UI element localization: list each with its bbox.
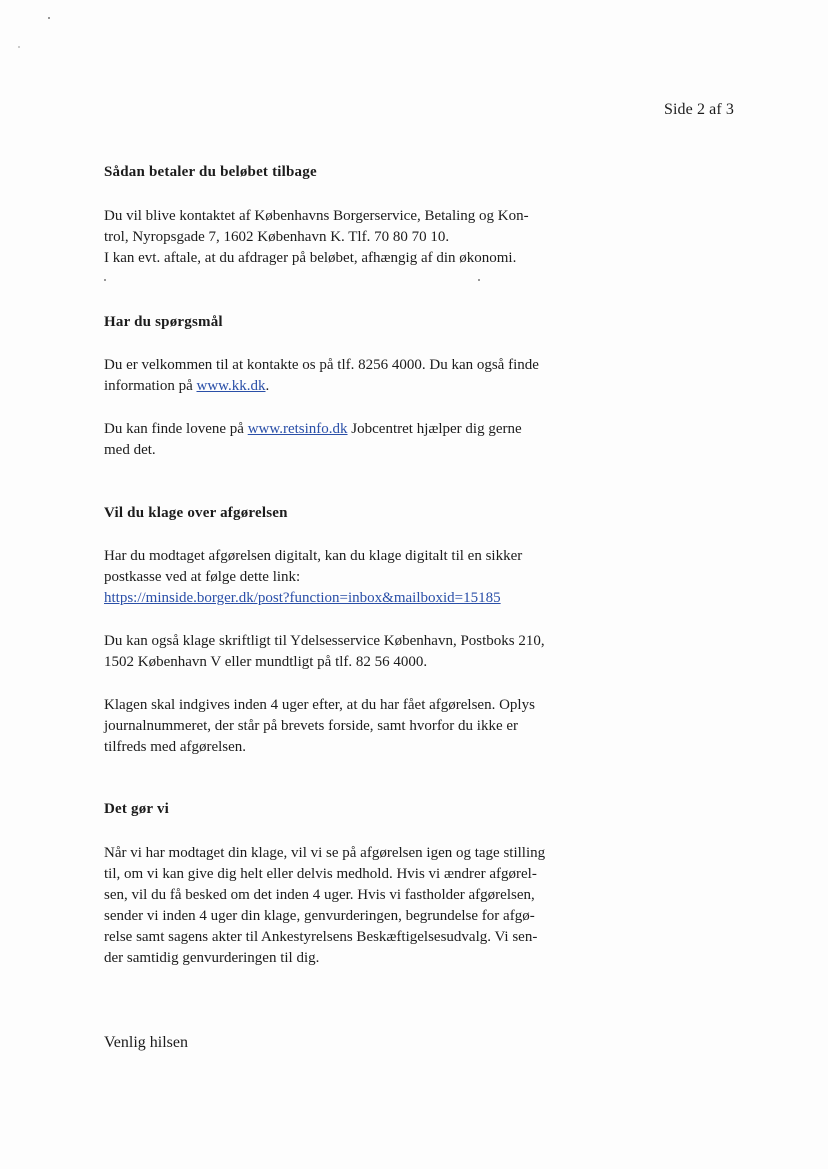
section-body-repay bbox=[104, 206, 584, 269]
text-fragment: . bbox=[265, 378, 270, 394]
text-line: Har du modtaget afgørelsen digitalt, kan du klage digitalt til en sikker bbox=[104, 548, 523, 564]
text-line bbox=[104, 376, 584, 397]
text-line: trol, Nyropsgade 7, 1602 København K. Tlf. 70 80 70 10. bbox=[104, 229, 450, 245]
text-line: tilfreds med afgørelsen. bbox=[104, 739, 247, 755]
section-heading-questions: Har du spørgsmål bbox=[104, 314, 223, 330]
text-fragment: information på bbox=[104, 378, 197, 394]
text-line: relse samt sagens akter til Ankestyrelsens Beskæftigelsesudvalg. Vi sen- bbox=[104, 929, 538, 945]
section-body-questions-p1 bbox=[104, 355, 584, 397]
text-line: Du vil blive kontaktet af Københavns Borgerservice, Betaling og Kon- bbox=[104, 208, 529, 224]
section-heading-repay: Sådan betaler du beløbet tilbage bbox=[104, 164, 317, 180]
page-number: Side 2 af 3 bbox=[664, 101, 734, 118]
text-line bbox=[104, 588, 584, 609]
text-line: Du er velkommen til at kontakte os på tlf. 8256 4000. Du kan også finde bbox=[104, 357, 539, 373]
scan-speck bbox=[18, 46, 20, 48]
text-fragment: Du kan finde lovene på bbox=[104, 421, 248, 437]
section-body-complaint-p2 bbox=[104, 631, 584, 673]
text-line: postkasse ved at følge dette link: bbox=[104, 569, 301, 585]
section-heading-complaint: Vil du klage over afgørelsen bbox=[104, 505, 288, 521]
scan-speck bbox=[48, 17, 50, 19]
text-line: 1502 København V eller mundtligt på tlf. 82 56 4000. bbox=[104, 654, 428, 670]
scan-speck bbox=[104, 279, 106, 281]
text-line: til, om vi kan give dig helt eller delvis medhold. Hvis vi ændrer afgørel- bbox=[104, 866, 537, 882]
retsinfo-link[interactable]: www.retsinfo.dk bbox=[247, 421, 348, 437]
text-line: sender vi inden 4 uger din klage, genvurderingen, begrundelse for afgø- bbox=[104, 908, 535, 924]
text-line: der samtidig genvurderingen til dig. bbox=[104, 950, 320, 966]
closing-greeting: Venlig hilsen bbox=[104, 1034, 188, 1051]
text-line: med det. bbox=[104, 442, 156, 458]
section-body-complaint-p1 bbox=[104, 546, 584, 609]
text-line: Når vi har modtaget din klage, vil vi se på afgørelsen igen og tage stilling bbox=[104, 845, 546, 861]
section-body-we-do bbox=[104, 843, 584, 969]
kk-website-link[interactable]: www.kk.dk bbox=[196, 378, 266, 394]
text-line bbox=[104, 419, 584, 440]
section-body-questions-p2 bbox=[104, 419, 584, 461]
text-line: journalnummeret, der står på brevets forside, samt hvorfor du ikke er bbox=[104, 718, 519, 734]
text-line: sen, vil du få besked om det inden 4 uger. Hvis vi fastholder afgørelsen, bbox=[104, 887, 535, 903]
text-line: I kan evt. aftale, at du afdrager på beløbet, afhængig af din økonomi. bbox=[104, 250, 517, 266]
section-body-complaint-p3 bbox=[104, 695, 584, 758]
text-line: Klagen skal indgives inden 4 uger efter, at du har fået afgørelsen. Oplys bbox=[104, 697, 535, 713]
borger-mailbox-link[interactable]: https://minside.borger.dk/post?function=inbox&mailboxid=15185 bbox=[104, 590, 501, 606]
scan-speck bbox=[478, 279, 480, 281]
section-heading-we-do: Det gør vi bbox=[104, 801, 170, 817]
text-fragment: Jobcentret hjælper dig gerne bbox=[347, 421, 522, 437]
text-line: Du kan også klage skriftligt til Ydelsesservice København, Postboks 210, bbox=[104, 633, 545, 649]
